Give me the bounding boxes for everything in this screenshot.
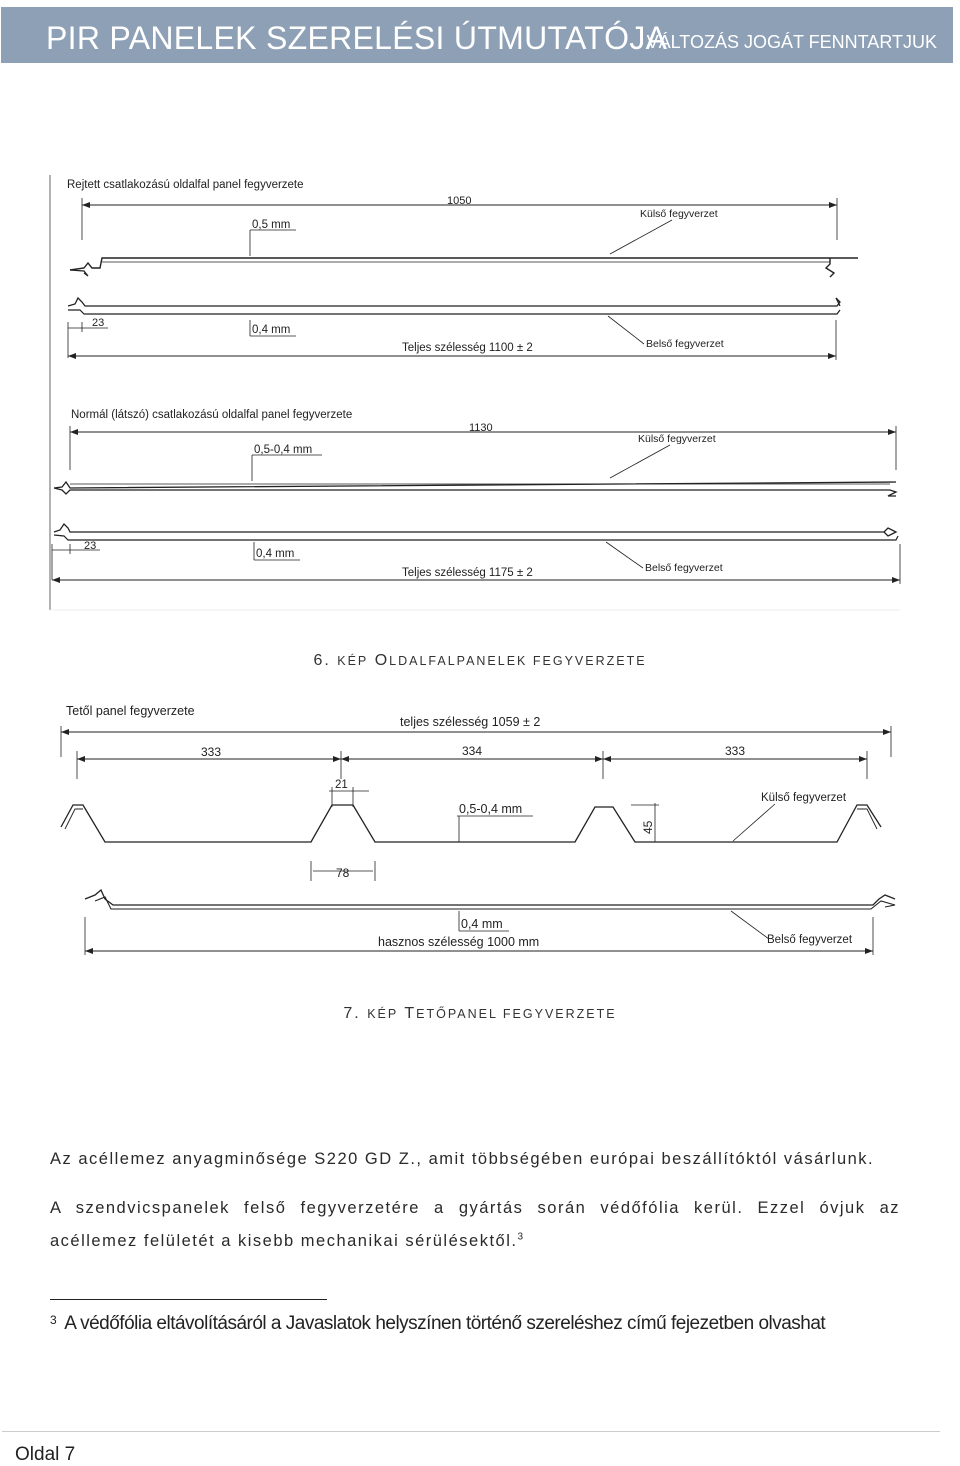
caption-initial: O (374, 652, 390, 669)
panel-b-joint: 23 (84, 540, 97, 552)
figure-7-caption (0, 1005, 960, 1023)
panel-a-bottom-thickness: 0,4 mm (252, 324, 291, 336)
footnote-reference: 3 (517, 1231, 525, 1243)
caption-word: KÉP (367, 1007, 399, 1021)
panel-a-width: 1050 (447, 195, 472, 207)
figure-6-caption (0, 652, 960, 670)
panel-a-title: Rejtett csatlakozású oldalfal panel fegyverzete (67, 179, 304, 191)
caption-word: KÉP (337, 654, 369, 668)
panel-a-joint: 23 (92, 317, 105, 329)
roof-total-width: teljes szélesség 1059 ± 2 (400, 715, 541, 729)
roof-top-thickness: 0,5-0,4 mm (459, 802, 523, 816)
panel-b-bottom-thickness: 0,4 mm (256, 548, 295, 560)
footer-separator (2, 1431, 940, 1432)
roof-left-span: 333 (201, 745, 222, 759)
footnote-number: 3 (50, 1313, 57, 1327)
figure-wall-panels (40, 170, 910, 615)
roof-bottom-thickness: 0,4 mm (461, 917, 503, 931)
panel-b-outer-label: Külső fegyverzet (638, 433, 716, 445)
document-title: PIR PANELEK SZERELÉSI ÚTMUTATÓJA (46, 20, 668, 56)
caption-number: 6. (313, 652, 331, 669)
page-number: Oldal 7 (15, 1444, 76, 1465)
footnote-text: A védőfólia eltávolításáról a Javaslatok helyszínen történő szereléshez című fejezetben olvashat (64, 1313, 826, 1334)
figure-roof-panel (55, 695, 905, 960)
caption-text: ETŐPANEL FEGYVERZETE (416, 1007, 617, 1021)
roof-panel-title: Tetől panel fegyverzete (66, 704, 195, 718)
roof-rib-top: 21 (335, 779, 348, 791)
panel-b-width: 1130 (469, 422, 493, 434)
footnote-separator (50, 1299, 327, 1300)
panel-a-inner-label: Belső fegyverzet (646, 338, 724, 350)
caption-text: LDALFALPANELEK FEGYVERZETE (389, 654, 647, 668)
roof-right-span: 333 (725, 744, 746, 758)
roof-rib-height: 45 (641, 820, 655, 834)
caption-number: 7. (343, 1005, 361, 1022)
footnote (50, 1313, 825, 1335)
panel-b-top-thickness: 0,5-0,4 mm (254, 444, 313, 456)
panel-b-title: Normál (látszó) csatlakozású oldalfal panel fegyverzete (71, 409, 353, 421)
rights-reserved-note: VÁLTOZÁS JOGÁT FENNTARTJUK (646, 32, 937, 52)
paragraph-steel-grade: Az acéllemez anyagminősége S220 GD Z., amit többségében európai beszállítóktól vásárlunk. (50, 1150, 875, 1168)
roof-inner-label: Belső fegyverzet (767, 934, 853, 946)
panel-a-outer-label: Külső fegyverzet (640, 208, 718, 220)
roof-mid-span: 334 (462, 744, 483, 758)
panel-a-top-thickness: 0,5 mm (252, 219, 291, 231)
roof-rib-base: 78 (336, 866, 350, 880)
panel-b-total-width: Teljes szélesség 1175 ± 2 (402, 567, 533, 579)
roof-useful-width: hasznos szélesség 1000 mm (378, 935, 540, 949)
paragraph-protective-film (50, 1192, 900, 1258)
paragraph-text: A szendvicspanelek felső fegyverzetére a gyártás során védőfólia kerül. Ezzel óvjuk az acéllemez felületét a kisebb mechanikai sérülésektől. (50, 1199, 900, 1250)
panel-b-inner-label: Belső fegyverzet (645, 562, 723, 574)
caption-initial: T (404, 1005, 417, 1022)
page-header (1, 7, 953, 63)
roof-outer-label: Külső fegyverzet (761, 792, 847, 804)
panel-a-total-width: Teljes szélesség 1100 ± 2 (402, 342, 533, 354)
